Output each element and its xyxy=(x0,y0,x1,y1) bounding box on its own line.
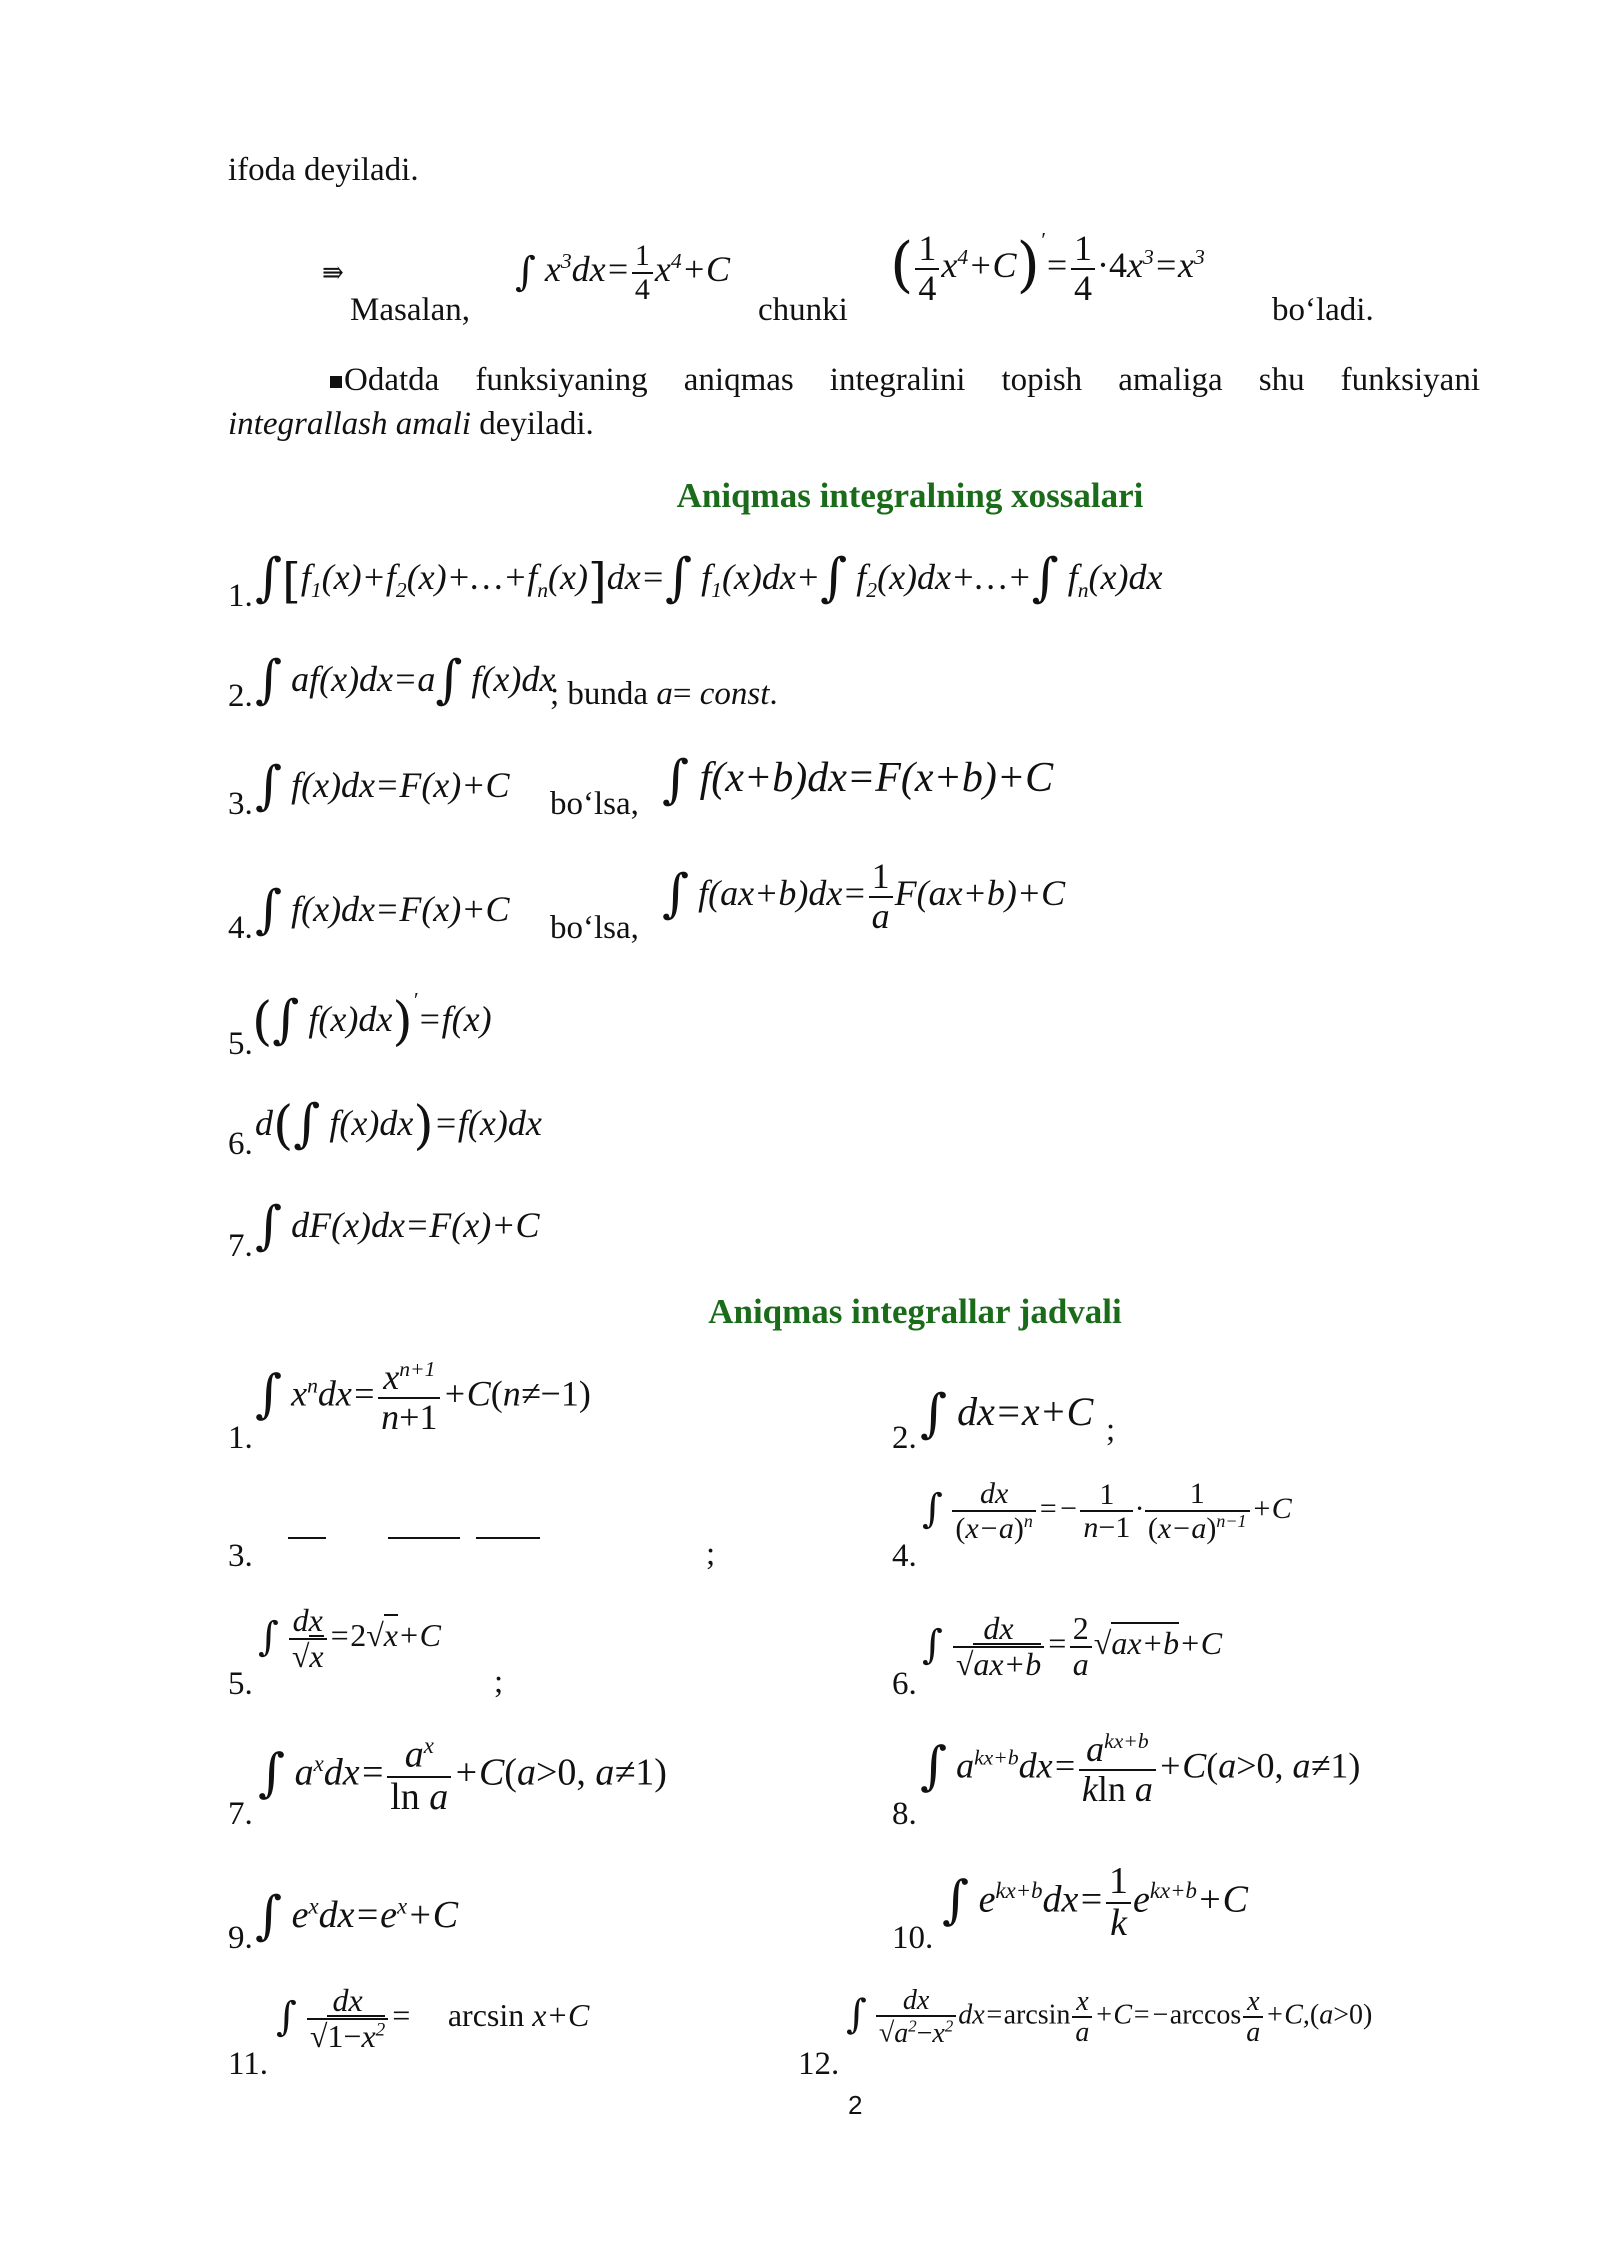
prop-label-5: 5. xyxy=(228,1026,253,1062)
prop-2-text xyxy=(550,676,778,713)
table-semicolon-2: ; xyxy=(1106,1412,1116,1448)
table-formula-5: ∫ $\frac{dx}{√x}$ =2√x+C xyxy=(258,1602,441,1674)
table-formula-4: ∫ $\frac{dx}{(x-a)^n}$ =− $\frac{1}{n-1}$ · $\frac{1}{(x-a)^{n-1}}$ +C xyxy=(922,1477,1292,1545)
prop-2-dot: . xyxy=(769,676,778,712)
example-word: Masalan, xyxy=(350,292,471,328)
table-formula-9: ∫ $e^xdx=e^x+C$ xyxy=(255,1886,459,1946)
table-label-3: 3. xyxy=(228,1538,253,1574)
prop-2-formula: ∫ af(x)dx=a∫ f(x)dx xyxy=(255,650,556,710)
paragraph-line-2 xyxy=(228,406,594,443)
table-label-5: 5. xyxy=(228,1666,253,1702)
bullet-icon xyxy=(330,376,342,388)
example-because: chunki xyxy=(758,292,848,328)
prop-label-7: 7. xyxy=(228,1228,253,1264)
heading-table: Aniqmas integrallar jadvali xyxy=(708,1292,1122,1331)
table-label-7: 7. xyxy=(228,1796,253,1832)
prop-5-formula: (∫ f(x)dx)′=f(x) xyxy=(252,988,492,1052)
table-label-10: 10. xyxy=(892,1920,934,1956)
page-number: 2 xyxy=(848,2090,863,2120)
prop-4-formula-b: ∫ f(ax+b)dx= $\frac{1}{a}$ F(ax+b)+C xyxy=(662,856,1066,936)
paragraph-italic: integrallash amali xyxy=(228,406,471,442)
prop-3-formula-b: ∫ f(x+b)dx=F(x+b)+C xyxy=(662,750,1054,810)
table-label-1: 1. xyxy=(228,1420,253,1456)
paragraph-end: deyiladi. xyxy=(470,406,594,442)
table-label-9: 9. xyxy=(228,1920,253,1956)
table-label-4: 4. xyxy=(892,1538,917,1574)
prop-2-eq: = xyxy=(672,676,700,712)
prop-label-4: 4. xyxy=(228,910,253,946)
table-label-8: 8. xyxy=(892,1796,917,1832)
table-semicolon-5: ; xyxy=(494,1664,504,1700)
example-end: bo‘ladi. xyxy=(1272,292,1374,328)
table-semicolon-3: ; xyxy=(706,1536,716,1572)
table-formula-3-placeholder xyxy=(288,1526,540,1544)
prop-label-2: 2. xyxy=(228,678,253,714)
table-formula-12: ∫ $\frac{dx}{√a^2-x^2}$ dx=arcsin $\frac{x}{a}$ +C=−arccos $\frac{x}{a}$ +C,(a>0) xyxy=(846,1985,1373,2049)
table-formula-10: ∫ $e^{kx+b}dx=$ $\frac{1}{k}$ $e^{kx+b}+C$ xyxy=(942,1860,1248,1944)
prop-2-const: const xyxy=(699,676,770,712)
prop-2-a: a xyxy=(656,676,673,712)
prop-2-prefix: ; bunda xyxy=(550,676,657,712)
table-formula-6: ∫ $\frac{dx}{√ax+b}$ = $\frac{2}{a}$ √ax+b+C xyxy=(922,1610,1223,1682)
arrow-icon: ⇛ xyxy=(322,258,344,287)
prop-1-formula: $\int[f_1(x)+f_2(x)+\dots+f_n(x)]dx=\int$ $f_1(x)dx+\int$ $f_2(x)dx+\dots+\int$ $f_n(x)dx$ xyxy=(255,548,1163,609)
heading-properties: Aniqmas integralning xossalari xyxy=(676,476,1144,515)
prop-3-bolsa: bo‘lsa, xyxy=(550,786,639,822)
intro-line: ifoda deyiladi. xyxy=(228,152,419,188)
prop-label-6: 6. xyxy=(228,1126,253,1162)
example-formula: ∫ $x^3dx=$ $\frac{1}{4}$ $x^4+C$ xyxy=(515,239,730,306)
prop-label-1: 1. xyxy=(228,578,253,614)
table-formula-7: ∫ $a^xdx=$ $\frac{a^x}{\text{ln a}}$ +C(a>0, a≠1) xyxy=(258,1733,667,1818)
table-formula-1: ∫ $x^ndx=$ $\frac{x^{n+1}}{n+1}$ +C(n≠−1) xyxy=(255,1357,591,1437)
table-label-11: 11. xyxy=(228,2046,269,2082)
table-formula-2: ∫ dx=x+C xyxy=(920,1384,1094,1444)
prop-3-formula-a: ∫ f(x)dx=F(x)+C xyxy=(255,756,510,816)
table-label-6: 6. xyxy=(892,1666,917,1702)
paragraph-text: Odatda funksiyaning aniqmas integralini topish amaliga shu funksiyani xyxy=(344,362,1480,398)
prop-4-bolsa: bo‘lsa, xyxy=(550,910,639,946)
prop-7-formula: ∫ dF(x)dx=F(x)+C xyxy=(255,1196,540,1256)
example-derivative: ( $\frac{1}{4}$ $x^4+C)'=$ $\frac{1}{4}$ $\cdot 4x^3=x^3$ xyxy=(890,227,1205,308)
table-formula-8: ∫ $a^{kx+b}dx=$ $\frac{a^{kx+b}}{\text{kln a}}$ +C(a>0, a≠1) xyxy=(920,1729,1361,1809)
prop-label-3: 3. xyxy=(228,786,253,822)
table-formula-11: ∫ $\frac{dx}{√1-x^2}$ = arcsin x+C xyxy=(276,1982,590,2054)
table-label-12: 12. xyxy=(798,2046,840,2082)
table-label-2: 2. xyxy=(892,1420,917,1456)
paragraph-line-1 xyxy=(330,362,1480,399)
prop-6-formula: d(∫ f(x)dx)=f(x)dx xyxy=(255,1094,542,1156)
prop-4-formula-a: ∫ f(x)dx=F(x)+C xyxy=(255,880,510,940)
